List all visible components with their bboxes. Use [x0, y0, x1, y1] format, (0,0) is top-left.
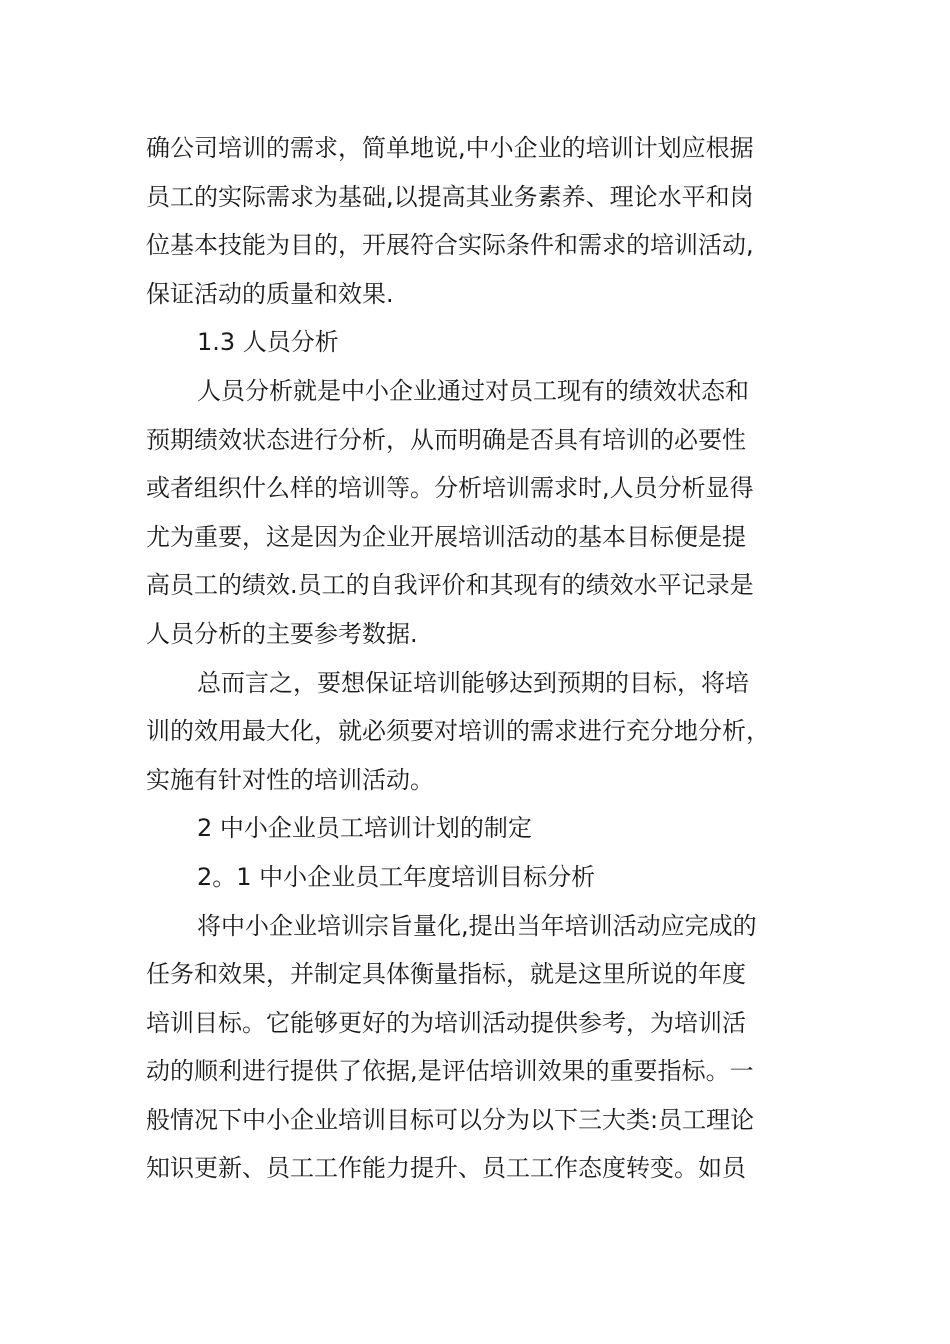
text-line: 人员分析的主要参考数据.: [146, 619, 418, 648]
text-line: 知识更新、员工工作能力提升、员工工作态度转变。如员: [146, 1154, 746, 1183]
text-line: 将中小企业培训宗旨量化,提出当年培训活动应完成的: [197, 911, 757, 940]
text-line: 训的效用最大化，就必须要对培训的需求进行充分地分析，: [146, 717, 770, 746]
text-line: 培训目标。它能够更好的为培训活动提供参考，为培训活: [146, 1008, 746, 1037]
section-heading: 2 中小企业员工培训计划的制定: [197, 814, 532, 843]
text-line: 实施有针对性的培训活动。: [146, 765, 434, 794]
text-line: 般情况下中小企业培训目标可以分为以下三大类:员工理论: [146, 1105, 755, 1134]
text-line: 员工的实际需求为基础,以提高其业务素养、理论水平和岗: [146, 182, 754, 211]
subsection-heading: 2。1 中小企业员工年度培训目标分析: [197, 862, 596, 891]
text-line: 尤为重要，这是因为企业开展培训活动的基本目标便是提: [146, 522, 746, 551]
section-heading: 1.3 人员分析: [197, 328, 339, 357]
text-line: 预期绩效状态进行分析，从而明确是否具有培训的必要性: [146, 425, 746, 454]
text-line: 或者组织什么样的培训等。分析培训需求时,人员分析显得: [146, 474, 754, 503]
text-line: 人员分析就是中小企业通过对员工现有的绩效状态和: [197, 376, 749, 405]
text-line: 确公司培训的需求，简单地说,中小企业的培训计划应根据: [146, 134, 754, 162]
text-line: 总而言之，要想保证培训能够达到预期的目标，将培: [197, 668, 749, 697]
text-line: 高员工的绩效.员工的自我评价和其现有的绩效水平记录是: [146, 571, 754, 600]
text-line: 动的顺利进行提供了依据,是评估培训效果的重要指标。一: [146, 1057, 754, 1086]
document-page: [146, 124, 806, 1193]
text-line: 位基本技能为目的，开展符合实际条件和需求的培训活动,: [146, 231, 754, 260]
text-line: 保证活动的质量和效果.: [146, 279, 394, 308]
text-line: 任务和效果，并制定具体衡量指标，就是这里所说的年度: [146, 960, 746, 989]
